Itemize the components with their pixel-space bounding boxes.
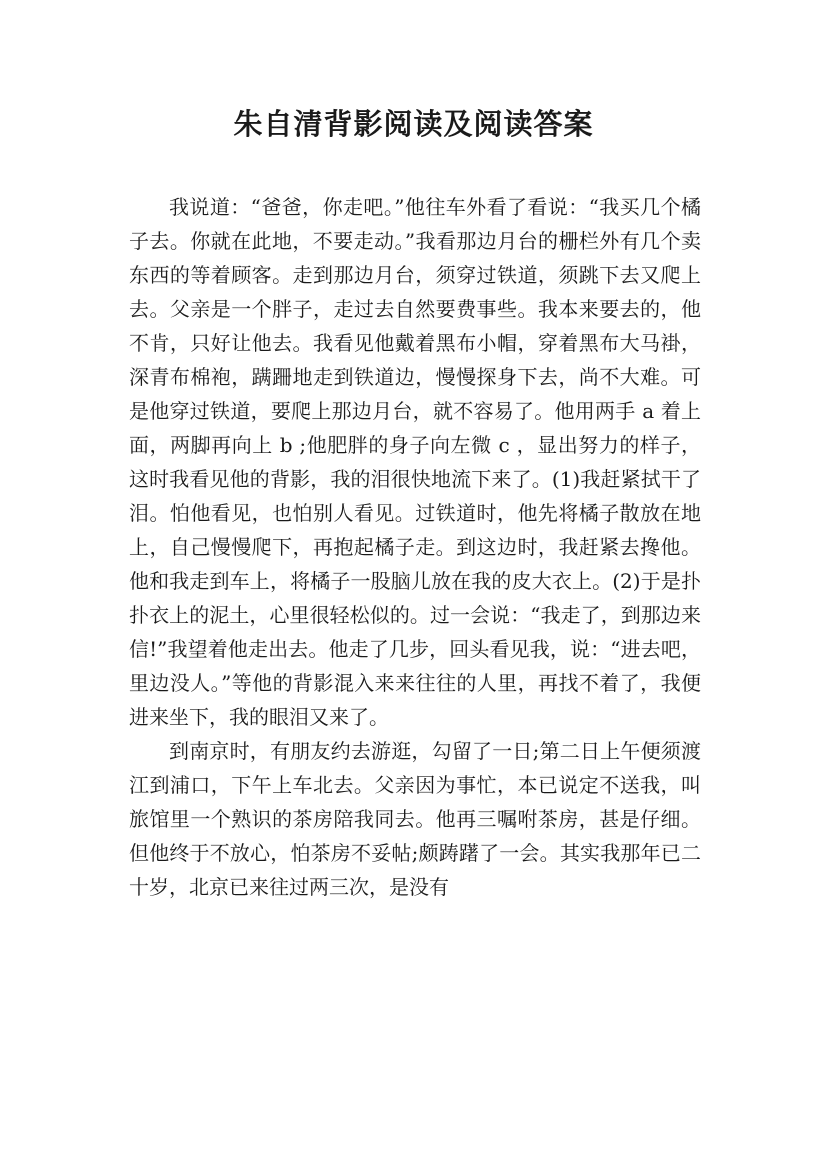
body-paragraph-1: 我说道：“爸爸，你走吧。”他往车外看了看说：“我买几个橘子去。你就在此地，不要走动。”我看那边月台的栅栏外有几个卖东西的等着顾客。走到那边月台，须穿过铁道，须跳下去又爬上去。父亲是一个胖子，走过去自然要费事些。我本来要去的，他不肯，只好让他去。我看见他戴着黑布小帽，穿着黑布大马褂，深青布棉袍，蹒跚地走到铁道边，慢慢探身下去，尚不大难。可是他穿过铁道，要爬上那边月台，就不容易了。他用两手 a 着上面，两脚再向上 b ;他肥胖的身子向左微 c ，显出努力的样子，这时我看见他的背影，我的泪很快地流下来了。(1)我赶紧拭干了泪。怕他看见，也怕别人看见。过铁道时，他先将橘子散放在地上，自己慢慢爬下，再抱起橘子走。到这边时，我赶紧去搀他。他和我走到车上，将橘子一股脑儿放在我的皮大衣上。(2)于是扑扑衣上的泥土，心里很轻松似的。过一会说：“我走了，到那边来信!”我望着他走出去。他走了几步，回头看见我，说：“进去吧，里边没人。”等他的背影混入来来往往的人里，再找不着了，我便进来坐下，我的眼泪又来了。 <box>129 195 701 729</box>
body-paragraph-2: 到南京时，有朋友约去游逛，勾留了一日;第二日上午便须渡江到浦口，下午上车北去。父亲因为事忙，本已说定不送我，叫旅馆里一个熟识的茶房陪我同去。他再三嘱咐茶房，甚是仔细。但他终于不放心，怕茶房不妥帖;颇踌躇了一会。其实我那年已二十岁，北京已来往过两三次，是没有 <box>129 739 701 899</box>
document-body <box>129 190 701 904</box>
document-title: 朱自清背影阅读及阅读答案 <box>233 107 594 141</box>
